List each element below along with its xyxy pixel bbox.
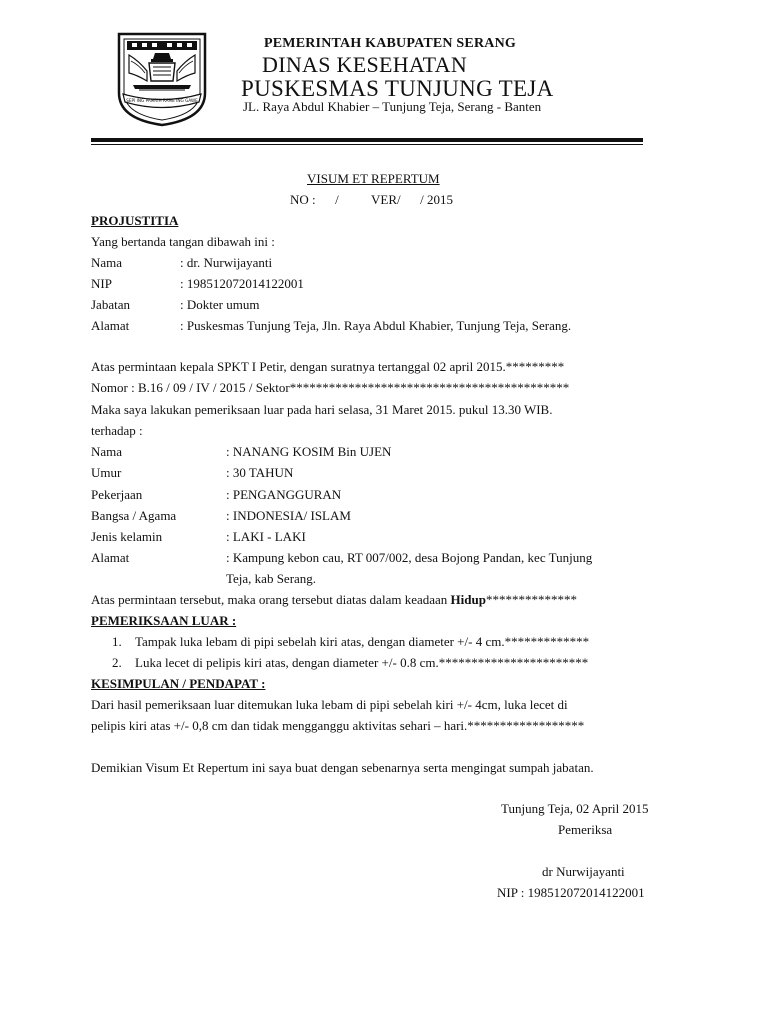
- subject-value: : PENGANGGURAN: [226, 487, 342, 502]
- signer-label: NIP: [91, 276, 112, 291]
- exam-item-num: 2.: [112, 655, 122, 670]
- subject-label: Jenis kelamin: [91, 529, 163, 544]
- signer-label: Alamat: [91, 318, 130, 333]
- subject-value: : LAKI - LAKI: [226, 529, 306, 544]
- document-number: NO : / VER/ / 2015: [290, 192, 453, 207]
- request-line: Nomor : B.16 / 09 / IV / 2015 / Sektor*******************************************: [91, 380, 570, 395]
- signature-name: dr Nurwijayanti: [542, 864, 625, 879]
- exam-item-num: 1.: [112, 634, 122, 649]
- signer-label: Jabatan: [91, 297, 130, 312]
- closing-statement: Demikian Visum Et Repertum ini saya buat dengan sebenarnya serta mengingat sumpah jabatan.: [91, 760, 594, 775]
- subject-value: : 30 TAHUN: [226, 465, 294, 480]
- signature-nip: NIP : 198512072014122001: [497, 885, 645, 900]
- subject-label: Nama: [91, 444, 123, 459]
- projustitia-heading: PROJUSTITIA: [91, 213, 179, 228]
- document-title: VISUM ET REPERTUM: [307, 171, 440, 186]
- signer-label: Nama: [91, 255, 123, 270]
- signer-value: : 198512072014122001: [180, 276, 304, 291]
- subject-label: Umur: [91, 465, 122, 480]
- exam-item-text: Luka lecet di pelipis kiri atas, dengan diameter +/- 0.8 cm.***********************: [135, 655, 589, 670]
- letterhead-address: JL. Raya Abdul Khabier – Tunjung Teja, Serang - Banten: [243, 99, 542, 114]
- condition-prefix: Atas permintaan tersebut, maka orang tersebut diatas dalam keadaan: [91, 592, 451, 607]
- condition-line: [91, 592, 577, 608]
- exam-heading: PEMERIKSAAN LUAR :: [91, 613, 237, 628]
- letterhead-government: PEMERINTAH KABUPATEN SERANG: [264, 36, 516, 51]
- conclusion-line: Dari hasil pemeriksaan luar ditemukan luka lebam di pipi sebelah kiri +/- 4cm, luka lecet di: [91, 697, 568, 712]
- exam-item-text: Tampak luka lebam di pipi sebelah kiri atas, dengan diameter +/- 4 cm.*************: [135, 634, 590, 649]
- subject-value: : Kampung kebon cau, RT 007/002, desa Bojong Pandan, kec Tunjung: [226, 550, 593, 565]
- condition-status: Hidup: [450, 592, 486, 607]
- conclusion-line: pelipis kiri atas +/- 0,8 cm dan tidak mengganggu aktivitas sehari – hari.******************: [91, 718, 585, 733]
- request-line: Atas permintaan kepala SPKT I Petir, dengan suratnya tertanggal 02 april 2015.*********: [91, 359, 565, 374]
- letterhead-rule-thin: [91, 144, 643, 145]
- signer-value: : Dokter umum: [180, 297, 260, 312]
- subject-value-cont: Teja, kab Serang.: [226, 571, 317, 586]
- kabupaten-serang-logo: [113, 31, 211, 127]
- subject-label: Alamat: [91, 550, 130, 565]
- subject-value: : NANANG KOSIM Bin UJEN: [226, 444, 392, 459]
- signer-value: : Puskesmas Tunjung Teja, Jln. Raya Abdul Khabier, Tunjung Teja, Serang.: [180, 318, 572, 333]
- request-line: terhadap :: [91, 423, 143, 438]
- letterhead-institution: PUSKESMAS TUNJUNG TEJA: [241, 76, 554, 101]
- logo-motto: SEPI ING PAMRIH RAME ING GAWE: [126, 98, 198, 103]
- subject-label: Pekerjaan: [91, 487, 143, 502]
- signer-value: : dr. Nurwijayanti: [180, 255, 273, 270]
- condition-suffix: **************: [485, 592, 577, 607]
- subject-value: : INDONESIA/ ISLAM: [226, 508, 351, 523]
- letterhead-rule-thick: [91, 138, 643, 142]
- conclusion-heading: KESIMPULAN / PENDAPAT :: [91, 676, 266, 691]
- subject-label: Bangsa / Agama: [91, 508, 177, 523]
- letterhead-agency: DINAS KESEHATAN: [262, 52, 468, 77]
- request-line: Maka saya lakukan pemeriksaan luar pada hari selasa, 31 Maret 2015. pukul 13.30 WIB.: [91, 402, 553, 417]
- signature-role: Pemeriksa: [558, 822, 613, 837]
- signature-place-date: Tunjung Teja, 02 April 2015: [501, 801, 649, 816]
- intro-line: Yang bertanda tangan dibawah ini :: [91, 234, 275, 249]
